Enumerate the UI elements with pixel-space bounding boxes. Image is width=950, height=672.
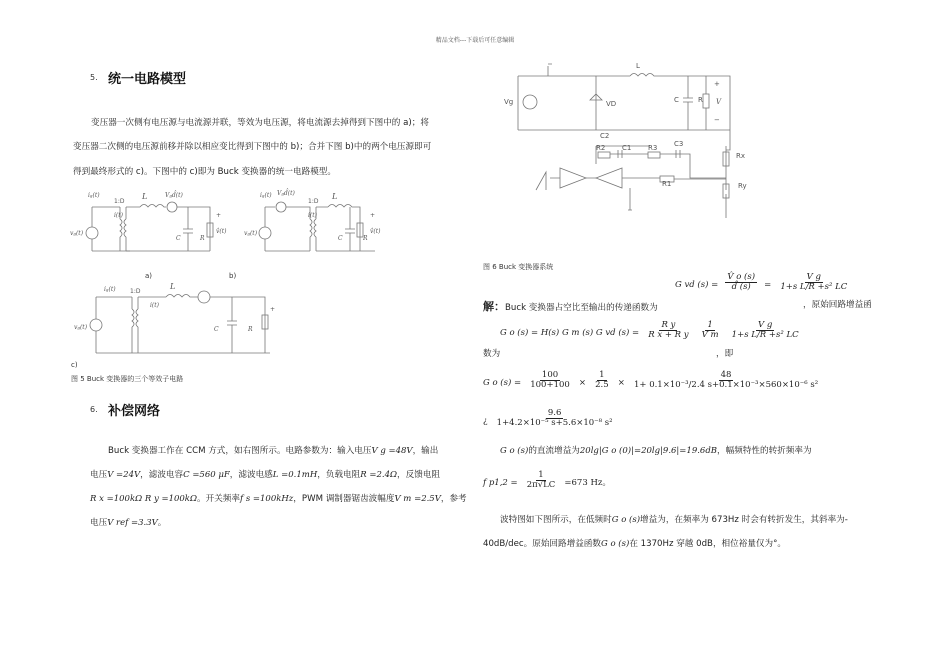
- svg-text:C3: C3: [674, 140, 684, 148]
- svg-text:C2: C2: [600, 132, 610, 140]
- right-line1-tail: ，原始回路增益函: [803, 300, 872, 310]
- svg-text:C: C: [214, 326, 219, 333]
- svg-text:VD: VD: [606, 100, 617, 108]
- svg-text:L: L: [142, 192, 148, 201]
- right-line2-tail: ，即: [716, 349, 734, 359]
- right-line2: 数为: [483, 349, 501, 359]
- svg-text:Vgd̂(t): Vgd̂(t): [165, 192, 183, 199]
- fig5-label-c: c): [71, 361, 78, 369]
- svg-text:R1: R1: [662, 180, 672, 188]
- svg-text:1:D: 1:D: [130, 288, 141, 295]
- svg-text:+: +: [714, 80, 720, 88]
- svg-text:i(t): i(t): [114, 212, 124, 219]
- svg-text:ig(t): ig(t): [260, 192, 272, 199]
- svg-text:Vgd̂(t): Vgd̂(t): [277, 190, 295, 197]
- svg-text:C1: C1: [622, 144, 632, 152]
- svg-text:R: R: [698, 96, 703, 104]
- right-bode-line2: 40dB/dec。原始回路增益函数G o (s)在 1370Hz 穿越 0dB，相位裕量仅为°。: [483, 539, 787, 549]
- section5-para-line1: 变压器一次侧有电压源与电流源并联，等效为电压源，将电流源去掉得到下图中的 a)；将: [91, 118, 429, 128]
- svg-text:L: L: [332, 192, 338, 201]
- section5-para-line2: 变压器二次侧的电压源前移并除以相应变比得到下图中的 b)；合并下图 b)中的两个电压源即可: [73, 142, 432, 152]
- svg-text:v̂(t): v̂(t): [370, 228, 381, 235]
- svg-text:C: C: [338, 235, 343, 242]
- svg-text:v̂(t): v̂(t): [216, 228, 227, 235]
- svg-text:R2: R2: [596, 144, 606, 152]
- section5-number: 5.: [90, 73, 98, 82]
- svg-text:R: R: [248, 326, 253, 333]
- svg-text:R: R: [363, 235, 368, 242]
- svg-text:V: V: [716, 98, 722, 106]
- svg-text:C: C: [176, 235, 181, 242]
- right-line1: 解：Buck 变换器占空比至输出的传递函数为: [483, 300, 658, 313]
- svg-text:1:D: 1:D: [114, 198, 125, 205]
- fig5-label-b: b): [229, 272, 237, 280]
- svg-text:L: L: [170, 282, 176, 291]
- fig5-circuits: [70, 185, 470, 375]
- right-bode-line1: 波特图如下图所示，在低频时G o (s)增益为，在频率为 673Hz 时会有转折发生，其斜率为-: [500, 515, 848, 525]
- section6-title: 补偿网络: [108, 404, 161, 419]
- circuit-b: [259, 202, 375, 251]
- svg-text:vg(t): vg(t): [70, 230, 84, 237]
- svg-text:L: L: [636, 62, 640, 70]
- eq-go: G o (s) = H(s) G m (s) G vd (s) = $\frac{\text{R y}}{\text{R x + R y}}$ $\frac{1}{\text{V m}}$ $\frac{\text{V g}}{\text{1+s L/R +s² LC}}$: [500, 319, 799, 340]
- eq-fp: f p1,2 = $\frac{1}{2\pi√LC}$ =673 Hz。: [483, 469, 611, 490]
- fig6-buck-system: [500, 60, 760, 230]
- svg-text:vg(t): vg(t): [74, 324, 88, 331]
- circuit-c: [90, 291, 270, 353]
- page-header: 精品文档---下载后可任意编辑: [435, 37, 515, 44]
- svg-text:Rx: Rx: [736, 152, 746, 160]
- fig6-caption: 图 6 Buck 变换器系统: [483, 263, 554, 271]
- svg-text:i(t): i(t): [150, 302, 160, 309]
- eq-gvd: G vd (s) = $\frac{V̂ o (s)}{d̂ (s)}$ = $\frac{\text{V g}}{\text{1+s L/R +s² LC}}$: [675, 271, 848, 292]
- svg-text:R3: R3: [648, 144, 658, 152]
- svg-text:−: −: [714, 116, 720, 124]
- eq-go-numeric: G o (s) = $\frac{100}{100+100}$ × $\frac{1}{2.5}$ × $\frac{48}{\text{1+ 0.1×10⁻³/2.4 s+0.1×10⁻³×560×10⁻⁶ s²}}$: [483, 369, 819, 390]
- svg-text:+: +: [270, 306, 276, 313]
- eq-go-numeric-2: ¿ $\frac{9.6}{\text{1+4.2×10⁻⁵ s+5.6×10⁻⁸ s²}}$: [483, 407, 613, 428]
- svg-text:+: +: [370, 212, 376, 219]
- svg-text:vg(t): vg(t): [244, 230, 258, 237]
- svg-text:R: R: [200, 235, 205, 242]
- section6-line1: Buck 变换器工作在 CCM 方式，如右图所示。电路参数为：输入电压V g =48V，输出: [108, 446, 439, 456]
- fig5-label-a: a): [145, 272, 153, 280]
- svg-text:C: C: [674, 96, 679, 104]
- right-dc-gain-line: G o (s)的直流增益为20lg|G o (0)|=20lg|9.6|=19.6dB，幅频特性的转折频率为: [500, 446, 812, 456]
- svg-text:Vg: Vg: [504, 98, 514, 106]
- circuit-a: [86, 202, 213, 251]
- section6-line2: 电压V =24V，滤波电容C =560 μF，滤波电感L =0.1mH，负载电阻R =2.4Ω，反馈电阻: [90, 470, 441, 480]
- svg-text:i(t): i(t): [308, 212, 318, 219]
- svg-text:1:D: 1:D: [308, 198, 319, 205]
- svg-text:ig(t): ig(t): [88, 192, 100, 199]
- fig5-caption: 图 5 Buck 变换器的三个等效子电路: [71, 375, 184, 383]
- svg-text:ig(t): ig(t): [104, 286, 116, 293]
- section6-number: 6.: [90, 405, 98, 414]
- section5-title: 统一电路模型: [108, 72, 187, 87]
- svg-text:+: +: [216, 212, 222, 219]
- section6-line3: R x =100kΩ R y =100kΩ。开关频率f s =100kHz，PWM 调制器锯齿波幅度V m =2.5V，参考: [90, 494, 467, 504]
- svg-text:Ry: Ry: [738, 182, 747, 190]
- section6-line4: 电压V ref =3.3V。: [90, 518, 167, 528]
- section5-para-line3: 得到最终形式的 c)。下图中的 c)即为 Buck 变换器的统一电路模型。: [73, 167, 336, 177]
